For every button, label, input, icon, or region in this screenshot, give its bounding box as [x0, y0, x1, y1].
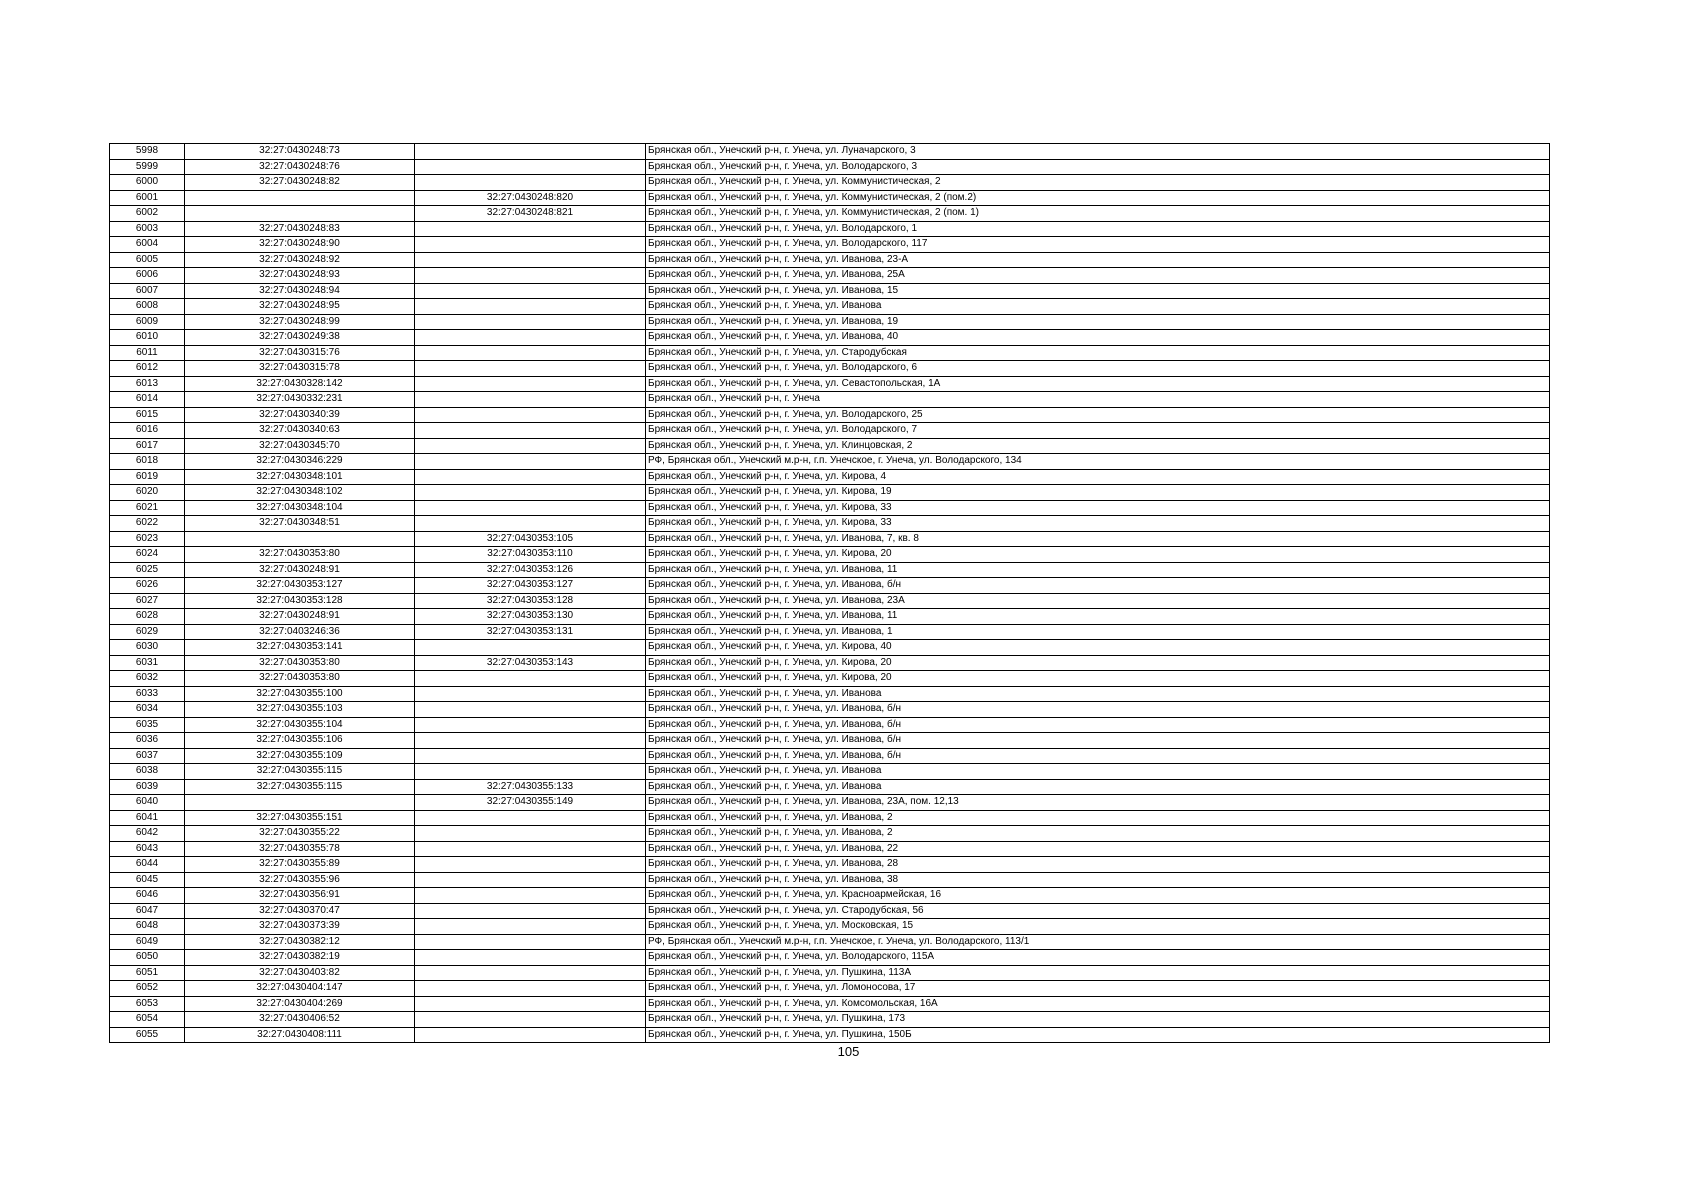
- row-number-cell: 6040: [110, 795, 185, 811]
- row-number-cell: 6045: [110, 872, 185, 888]
- address-cell: Брянская обл., Унечский р-н, г. Унеча, ул. Иванова, 40: [646, 330, 1550, 346]
- address-cell: Брянская обл., Унечский р-н, г. Унеча, ул. Иванова, 7, кв. 8: [646, 531, 1550, 547]
- table-row: [110, 407, 1550, 423]
- address-cell: Брянская обл., Унечский р-н, г. Унеча, ул. Володарского, 6: [646, 361, 1550, 377]
- related-cadastral-number-cell: [415, 500, 646, 516]
- table-row: [110, 485, 1550, 501]
- related-cadastral-number-cell: 32:27:0430353:128: [415, 593, 646, 609]
- table-row: [110, 299, 1550, 315]
- cadastral-number-cell: 32:27:0430355:106: [185, 733, 415, 749]
- address-cell: Брянская обл., Унечский р-н, г. Унеча, ул. Иванова, 11: [646, 609, 1550, 625]
- related-cadastral-number-cell: [415, 934, 646, 950]
- row-number-cell: 6004: [110, 237, 185, 253]
- address-cell: Брянская обл., Унечский р-н, г. Унеча, ул. Иванова, б/н: [646, 733, 1550, 749]
- address-cell: Брянская обл., Унечский р-н, г. Унеча, ул. Иванова: [646, 686, 1550, 702]
- cadastral-number-cell: 32:27:0430355:89: [185, 857, 415, 873]
- row-number-cell: 6024: [110, 547, 185, 563]
- table-row: [110, 268, 1550, 284]
- table-row: [110, 593, 1550, 609]
- address-cell: Брянская обл., Унечский р-н, г. Унеча, ул. Пушкина, 150Б: [646, 1027, 1550, 1043]
- registry-table: [109, 143, 1550, 1043]
- table-row: [110, 190, 1550, 206]
- cadastral-number-cell: 32:27:0430355:109: [185, 748, 415, 764]
- cadastral-number-cell: 32:27:0430248:92: [185, 252, 415, 268]
- address-cell: Брянская обл., Унечский р-н, г. Унеча, ул. Кирова, 33: [646, 516, 1550, 532]
- address-cell: Брянская обл., Унечский р-н, г. Унеча, ул. Кирова, 20: [646, 655, 1550, 671]
- related-cadastral-number-cell: [415, 826, 646, 842]
- related-cadastral-number-cell: [415, 159, 646, 175]
- address-cell: РФ, Брянская обл., Унечский м.р-н, г.п. Унечское, г. Унеча, ул. Володарского, 113/1: [646, 934, 1550, 950]
- address-cell: Брянская обл., Унечский р-н, г. Унеча, ул. Стародубская: [646, 345, 1550, 361]
- cadastral-number-cell: 32:27:0430348:51: [185, 516, 415, 532]
- related-cadastral-number-cell: 32:27:0430248:821: [415, 206, 646, 222]
- cadastral-number-cell: 32:27:0430355:22: [185, 826, 415, 842]
- related-cadastral-number-cell: 32:27:0430355:149: [415, 795, 646, 811]
- cadastral-number-cell: 32:27:0430382:19: [185, 950, 415, 966]
- row-number-cell: 6037: [110, 748, 185, 764]
- cadastral-number-cell: 32:27:0430248:83: [185, 221, 415, 237]
- table-row: [110, 655, 1550, 671]
- row-number-cell: 6023: [110, 531, 185, 547]
- cadastral-number-cell: [185, 531, 415, 547]
- cadastral-number-cell: 32:27:0430315:78: [185, 361, 415, 377]
- address-cell: Брянская обл., Унечский р-н, г. Унеча, ул. Володарского, 117: [646, 237, 1550, 253]
- related-cadastral-number-cell: [415, 965, 646, 981]
- address-cell: Брянская обл., Унечский р-н, г. Унеча, ул. Красноармейская, 16: [646, 888, 1550, 904]
- address-cell: Брянская обл., Унечский р-н, г. Унеча, ул. Комсомольская, 16А: [646, 996, 1550, 1012]
- table-row: [110, 1012, 1550, 1028]
- address-cell: Брянская обл., Унечский р-н, г. Унеча, ул. Иванова, 22: [646, 841, 1550, 857]
- cadastral-number-cell: 32:27:0430345:70: [185, 438, 415, 454]
- table-row: [110, 702, 1550, 718]
- related-cadastral-number-cell: 32:27:0430353:126: [415, 562, 646, 578]
- address-cell: Брянская обл., Унечский р-н, г. Унеча, ул. Иванова, б/н: [646, 748, 1550, 764]
- related-cadastral-number-cell: 32:27:0430353:143: [415, 655, 646, 671]
- address-cell: Брянская обл., Унечский р-н, г. Унеча, ул. Иванова, 2: [646, 826, 1550, 842]
- address-cell: Брянская обл., Унечский р-н, г. Унеча, ул. Иванова: [646, 299, 1550, 315]
- address-cell: Брянская обл., Унечский р-н, г. Унеча, ул. Луначарского, 3: [646, 144, 1550, 160]
- related-cadastral-number-cell: [415, 671, 646, 687]
- table-row: [110, 950, 1550, 966]
- cadastral-number-cell: 32:27:0430373:39: [185, 919, 415, 935]
- related-cadastral-number-cell: 32:27:0430353:127: [415, 578, 646, 594]
- cadastral-number-cell: 32:27:0430248:93: [185, 268, 415, 284]
- cadastral-number-cell: 32:27:0430404:147: [185, 981, 415, 997]
- related-cadastral-number-cell: [415, 872, 646, 888]
- cadastral-number-cell: 32:27:0430355:78: [185, 841, 415, 857]
- cadastral-number-cell: 32:27:0430355:115: [185, 779, 415, 795]
- cadastral-number-cell: 32:27:0430248:94: [185, 283, 415, 299]
- table-row: [110, 981, 1550, 997]
- table-row: [110, 826, 1550, 842]
- cadastral-number-cell: 32:27:0430370:47: [185, 903, 415, 919]
- related-cadastral-number-cell: [415, 857, 646, 873]
- row-number-cell: 5998: [110, 144, 185, 160]
- row-number-cell: 6010: [110, 330, 185, 346]
- table-row: [110, 531, 1550, 547]
- address-cell: Брянская обл., Унечский р-н, г. Унеча, ул. Иванова, 19: [646, 314, 1550, 330]
- table-row: [110, 609, 1550, 625]
- related-cadastral-number-cell: [415, 841, 646, 857]
- related-cadastral-number-cell: [415, 438, 646, 454]
- table-row: [110, 717, 1550, 733]
- cadastral-number-cell: 32:27:0430356:91: [185, 888, 415, 904]
- table-row: [110, 841, 1550, 857]
- related-cadastral-number-cell: 32:27:0430248:820: [415, 190, 646, 206]
- table-row: [110, 237, 1550, 253]
- cadastral-number-cell: 32:27:0430248:99: [185, 314, 415, 330]
- address-cell: Брянская обл., Унечский р-н, г. Унеча, ул. Иванова: [646, 779, 1550, 795]
- table-row: [110, 206, 1550, 222]
- address-cell: Брянская обл., Унечский р-н, г. Унеча, ул. Пушкина, 173: [646, 1012, 1550, 1028]
- cadastral-number-cell: 32:27:0430248:95: [185, 299, 415, 315]
- cadastral-number-cell: 32:27:0430355:96: [185, 872, 415, 888]
- cadastral-number-cell: 32:27:0430404:269: [185, 996, 415, 1012]
- row-number-cell: 6014: [110, 392, 185, 408]
- row-number-cell: 6009: [110, 314, 185, 330]
- related-cadastral-number-cell: [415, 175, 646, 191]
- related-cadastral-number-cell: [415, 810, 646, 826]
- row-number-cell: 6049: [110, 934, 185, 950]
- related-cadastral-number-cell: [415, 299, 646, 315]
- cadastral-number-cell: 32:27:0430353:141: [185, 640, 415, 656]
- address-cell: Брянская обл., Унечский р-н, г. Унеча, ул. Кирова, 20: [646, 671, 1550, 687]
- row-number-cell: 6002: [110, 206, 185, 222]
- table-row: [110, 903, 1550, 919]
- related-cadastral-number-cell: 32:27:0430355:133: [415, 779, 646, 795]
- address-cell: Брянская обл., Унечский р-н, г. Унеча, ул. Иванова, 23А, пом. 12,13: [646, 795, 1550, 811]
- row-number-cell: 6029: [110, 624, 185, 640]
- table-row: [110, 516, 1550, 532]
- row-number-cell: 6048: [110, 919, 185, 935]
- address-cell: Брянская обл., Унечский р-н, г. Унеча, ул. Володарского, 115А: [646, 950, 1550, 966]
- related-cadastral-number-cell: [415, 469, 646, 485]
- table-row: [110, 345, 1550, 361]
- related-cadastral-number-cell: [415, 345, 646, 361]
- row-number-cell: 6032: [110, 671, 185, 687]
- cadastral-number-cell: 32:27:0430355:151: [185, 810, 415, 826]
- related-cadastral-number-cell: [415, 1027, 646, 1043]
- related-cadastral-number-cell: [415, 950, 646, 966]
- address-cell: Брянская обл., Унечский р-н, г. Унеча: [646, 392, 1550, 408]
- address-cell: Брянская обл., Унечский р-н, г. Унеча, ул. Московская, 15: [646, 919, 1550, 935]
- related-cadastral-number-cell: [415, 919, 646, 935]
- table-row: [110, 376, 1550, 392]
- related-cadastral-number-cell: [415, 392, 646, 408]
- address-cell: Брянская обл., Унечский р-н, г. Унеча, ул. Иванова, 2: [646, 810, 1550, 826]
- table-row: [110, 1027, 1550, 1043]
- table-row: [110, 748, 1550, 764]
- table-row: [110, 888, 1550, 904]
- row-number-cell: 6005: [110, 252, 185, 268]
- related-cadastral-number-cell: [415, 330, 646, 346]
- address-cell: Брянская обл., Унечский р-н, г. Унеча, ул. Иванова, 25А: [646, 268, 1550, 284]
- related-cadastral-number-cell: [415, 268, 646, 284]
- related-cadastral-number-cell: [415, 283, 646, 299]
- document-page: [109, 143, 1549, 1043]
- row-number-cell: 6019: [110, 469, 185, 485]
- table-row: [110, 252, 1550, 268]
- cadastral-number-cell: 32:27:0430355:104: [185, 717, 415, 733]
- table-row: [110, 686, 1550, 702]
- cadastral-number-cell: 32:27:0430382:12: [185, 934, 415, 950]
- cadastral-number-cell: 32:27:0430353:80: [185, 655, 415, 671]
- cadastral-number-cell: 32:27:0430248:90: [185, 237, 415, 253]
- table-row: [110, 996, 1550, 1012]
- table-row: [110, 361, 1550, 377]
- table-row: [110, 934, 1550, 950]
- page-number: 105: [837, 1044, 860, 1059]
- related-cadastral-number-cell: 32:27:0430353:130: [415, 609, 646, 625]
- related-cadastral-number-cell: [415, 221, 646, 237]
- table-row: [110, 779, 1550, 795]
- address-cell: Брянская обл., Унечский р-н, г. Унеча, ул. Стародубская, 56: [646, 903, 1550, 919]
- cadastral-number-cell: 32:27:0430353:128: [185, 593, 415, 609]
- cadastral-number-cell: 32:27:0430332:231: [185, 392, 415, 408]
- cadastral-number-cell: [185, 795, 415, 811]
- row-number-cell: 6017: [110, 438, 185, 454]
- related-cadastral-number-cell: [415, 407, 646, 423]
- row-number-cell: 6027: [110, 593, 185, 609]
- related-cadastral-number-cell: 32:27:0430353:110: [415, 547, 646, 563]
- related-cadastral-number-cell: [415, 748, 646, 764]
- row-number-cell: 6021: [110, 500, 185, 516]
- table-row: [110, 159, 1550, 175]
- address-cell: Брянская обл., Унечский р-н, г. Унеча, ул. Иванова, б/н: [646, 578, 1550, 594]
- table-row: [110, 469, 1550, 485]
- table-row: [110, 454, 1550, 470]
- row-number-cell: 6015: [110, 407, 185, 423]
- row-number-cell: 6052: [110, 981, 185, 997]
- table-row: [110, 144, 1550, 160]
- row-number-cell: 6001: [110, 190, 185, 206]
- row-number-cell: 6041: [110, 810, 185, 826]
- row-number-cell: 6030: [110, 640, 185, 656]
- cadastral-number-cell: 32:27:0430315:76: [185, 345, 415, 361]
- row-number-cell: 6016: [110, 423, 185, 439]
- address-cell: Брянская обл., Унечский р-н, г. Унеча, ул. Володарского, 7: [646, 423, 1550, 439]
- table-row: [110, 764, 1550, 780]
- cadastral-number-cell: 32:27:0430355:100: [185, 686, 415, 702]
- table-row: [110, 810, 1550, 826]
- table-row: [110, 500, 1550, 516]
- row-number-cell: 6055: [110, 1027, 185, 1043]
- table-row: [110, 872, 1550, 888]
- related-cadastral-number-cell: [415, 686, 646, 702]
- address-cell: Брянская обл., Унечский р-н, г. Унеча, ул. Коммунистическая, 2: [646, 175, 1550, 191]
- related-cadastral-number-cell: [415, 485, 646, 501]
- row-number-cell: 6044: [110, 857, 185, 873]
- table-row: [110, 733, 1550, 749]
- related-cadastral-number-cell: [415, 764, 646, 780]
- cadastral-number-cell: 32:27:0430353:80: [185, 671, 415, 687]
- row-number-cell: 6050: [110, 950, 185, 966]
- row-number-cell: 6042: [110, 826, 185, 842]
- related-cadastral-number-cell: [415, 996, 646, 1012]
- address-cell: Брянская обл., Унечский р-н, г. Унеча, ул. Иванова, 15: [646, 283, 1550, 299]
- row-number-cell: 6006: [110, 268, 185, 284]
- cadastral-number-cell: 32:27:0430348:104: [185, 500, 415, 516]
- row-number-cell: 6011: [110, 345, 185, 361]
- related-cadastral-number-cell: [415, 981, 646, 997]
- address-cell: Брянская обл., Унечский р-н, г. Унеча, ул. Иванова, б/н: [646, 717, 1550, 733]
- row-number-cell: 6039: [110, 779, 185, 795]
- address-cell: Брянская обл., Унечский р-н, г. Унеча, ул. Кирова, 33: [646, 500, 1550, 516]
- row-number-cell: 6000: [110, 175, 185, 191]
- cadastral-number-cell: 32:27:0430248:91: [185, 562, 415, 578]
- row-number-cell: 6008: [110, 299, 185, 315]
- address-cell: Брянская обл., Унечский р-н, г. Унеча, ул. Володарского, 25: [646, 407, 1550, 423]
- address-cell: Брянская обл., Унечский р-н, г. Унеча, ул. Иванова, б/н: [646, 702, 1550, 718]
- cadastral-number-cell: 32:27:0430355:103: [185, 702, 415, 718]
- row-number-cell: 6054: [110, 1012, 185, 1028]
- related-cadastral-number-cell: 32:27:0430353:131: [415, 624, 646, 640]
- related-cadastral-number-cell: [415, 516, 646, 532]
- row-number-cell: 6051: [110, 965, 185, 981]
- table-row: [110, 795, 1550, 811]
- address-cell: Брянская обл., Унечский р-н, г. Унеча, ул. Коммунистическая, 2 (пом.2): [646, 190, 1550, 206]
- row-number-cell: 6028: [110, 609, 185, 625]
- table-row: [110, 221, 1550, 237]
- address-cell: Брянская обл., Унечский р-н, г. Унеча, ул. Коммунистическая, 2 (пом. 1): [646, 206, 1550, 222]
- cadastral-number-cell: 32:27:0430248:91: [185, 609, 415, 625]
- cadastral-number-cell: 32:27:0430346:229: [185, 454, 415, 470]
- table-row: [110, 578, 1550, 594]
- row-number-cell: 6047: [110, 903, 185, 919]
- cadastral-number-cell: 32:27:0430353:127: [185, 578, 415, 594]
- table-row: [110, 671, 1550, 687]
- row-number-cell: 6003: [110, 221, 185, 237]
- related-cadastral-number-cell: [415, 314, 646, 330]
- row-number-cell: 6038: [110, 764, 185, 780]
- row-number-cell: 6022: [110, 516, 185, 532]
- row-number-cell: 6018: [110, 454, 185, 470]
- address-cell: Брянская обл., Унечский р-н, г. Унеча, ул. Володарского, 1: [646, 221, 1550, 237]
- cadastral-number-cell: 32:27:0430355:115: [185, 764, 415, 780]
- cadastral-number-cell: 32:27:0430348:102: [185, 485, 415, 501]
- row-number-cell: 6012: [110, 361, 185, 377]
- cadastral-number-cell: 32:27:0430248:82: [185, 175, 415, 191]
- related-cadastral-number-cell: [415, 423, 646, 439]
- cadastral-number-cell: 32:27:0430403:82: [185, 965, 415, 981]
- table-row: [110, 423, 1550, 439]
- cadastral-number-cell: 32:27:0430248:73: [185, 144, 415, 160]
- table-row: [110, 314, 1550, 330]
- table-row: [110, 330, 1550, 346]
- address-cell: Брянская обл., Унечский р-н, г. Унеча, ул. Клинцовская, 2: [646, 438, 1550, 454]
- address-cell: Брянская обл., Унечский р-н, г. Унеча, ул. Иванова, 28: [646, 857, 1550, 873]
- related-cadastral-number-cell: [415, 376, 646, 392]
- address-cell: Брянская обл., Унечский р-н, г. Унеча, ул. Иванова, 23А: [646, 593, 1550, 609]
- row-number-cell: 6007: [110, 283, 185, 299]
- row-number-cell: 6025: [110, 562, 185, 578]
- address-cell: Брянская обл., Унечский р-н, г. Унеча, ул. Кирова, 20: [646, 547, 1550, 563]
- address-cell: РФ, Брянская обл., Унечский м.р-н, г.п. Унечское, г. Унеча, ул. Володарского, 134: [646, 454, 1550, 470]
- cadastral-number-cell: 32:27:0430340:39: [185, 407, 415, 423]
- related-cadastral-number-cell: [415, 903, 646, 919]
- table-row: [110, 562, 1550, 578]
- cadastral-number-cell: 32:27:0430328:142: [185, 376, 415, 392]
- related-cadastral-number-cell: [415, 640, 646, 656]
- row-number-cell: 5999: [110, 159, 185, 175]
- row-number-cell: 6033: [110, 686, 185, 702]
- table-row: [110, 283, 1550, 299]
- address-cell: Брянская обл., Унечский р-н, г. Унеча, ул. Кирова, 19: [646, 485, 1550, 501]
- related-cadastral-number-cell: [415, 237, 646, 253]
- row-number-cell: 6036: [110, 733, 185, 749]
- row-number-cell: 6046: [110, 888, 185, 904]
- related-cadastral-number-cell: [415, 733, 646, 749]
- related-cadastral-number-cell: [415, 144, 646, 160]
- cadastral-number-cell: 32:27:0430249:38: [185, 330, 415, 346]
- related-cadastral-number-cell: [415, 888, 646, 904]
- table-row: [110, 547, 1550, 563]
- table-row: [110, 640, 1550, 656]
- row-number-cell: 6031: [110, 655, 185, 671]
- cadastral-number-cell: 32:27:0430340:63: [185, 423, 415, 439]
- related-cadastral-number-cell: [415, 361, 646, 377]
- address-cell: Брянская обл., Унечский р-н, г. Унеча, ул. Кирова, 4: [646, 469, 1550, 485]
- related-cadastral-number-cell: [415, 252, 646, 268]
- address-cell: Брянская обл., Унечский р-н, г. Унеча, ул. Иванова, 23-А: [646, 252, 1550, 268]
- table-row: [110, 438, 1550, 454]
- address-cell: Брянская обл., Унечский р-н, г. Унеча, ул. Володарского, 3: [646, 159, 1550, 175]
- table-row: [110, 965, 1550, 981]
- related-cadastral-number-cell: 32:27:0430353:105: [415, 531, 646, 547]
- table-row: [110, 624, 1550, 640]
- cadastral-number-cell: 32:27:0430248:76: [185, 159, 415, 175]
- cadastral-number-cell: [185, 206, 415, 222]
- row-number-cell: 6034: [110, 702, 185, 718]
- table-row: [110, 392, 1550, 408]
- registry-table-body: [110, 144, 1550, 1043]
- table-row: [110, 857, 1550, 873]
- address-cell: Брянская обл., Унечский р-н, г. Унеча, ул. Иванова, 38: [646, 872, 1550, 888]
- row-number-cell: 6020: [110, 485, 185, 501]
- table-row: [110, 175, 1550, 191]
- table-row: [110, 919, 1550, 935]
- row-number-cell: 6026: [110, 578, 185, 594]
- cadastral-number-cell: [185, 190, 415, 206]
- address-cell: Брянская обл., Унечский р-н, г. Унеча, ул. Иванова: [646, 764, 1550, 780]
- address-cell: Брянская обл., Унечский р-н, г. Унеча, ул. Севастопольская, 1А: [646, 376, 1550, 392]
- address-cell: Брянская обл., Унечский р-н, г. Унеча, ул. Пушкина, 113А: [646, 965, 1550, 981]
- related-cadastral-number-cell: [415, 454, 646, 470]
- address-cell: Брянская обл., Унечский р-н, г. Унеча, ул. Иванова, 1: [646, 624, 1550, 640]
- related-cadastral-number-cell: [415, 702, 646, 718]
- row-number-cell: 6013: [110, 376, 185, 392]
- address-cell: Брянская обл., Унечский р-н, г. Унеча, ул. Кирова, 40: [646, 640, 1550, 656]
- cadastral-number-cell: 32:27:0430353:80: [185, 547, 415, 563]
- row-number-cell: 6053: [110, 996, 185, 1012]
- address-cell: Брянская обл., Унечский р-н, г. Унеча, ул. Иванова, 11: [646, 562, 1550, 578]
- row-number-cell: 6043: [110, 841, 185, 857]
- cadastral-number-cell: 32:27:0403246:36: [185, 624, 415, 640]
- row-number-cell: 6035: [110, 717, 185, 733]
- cadastral-number-cell: 32:27:0430406:52: [185, 1012, 415, 1028]
- cadastral-number-cell: 32:27:0430408:111: [185, 1027, 415, 1043]
- related-cadastral-number-cell: [415, 1012, 646, 1028]
- cadastral-number-cell: 32:27:0430348:101: [185, 469, 415, 485]
- address-cell: Брянская обл., Унечский р-н, г. Унеча, ул. Ломоносова, 17: [646, 981, 1550, 997]
- related-cadastral-number-cell: [415, 717, 646, 733]
